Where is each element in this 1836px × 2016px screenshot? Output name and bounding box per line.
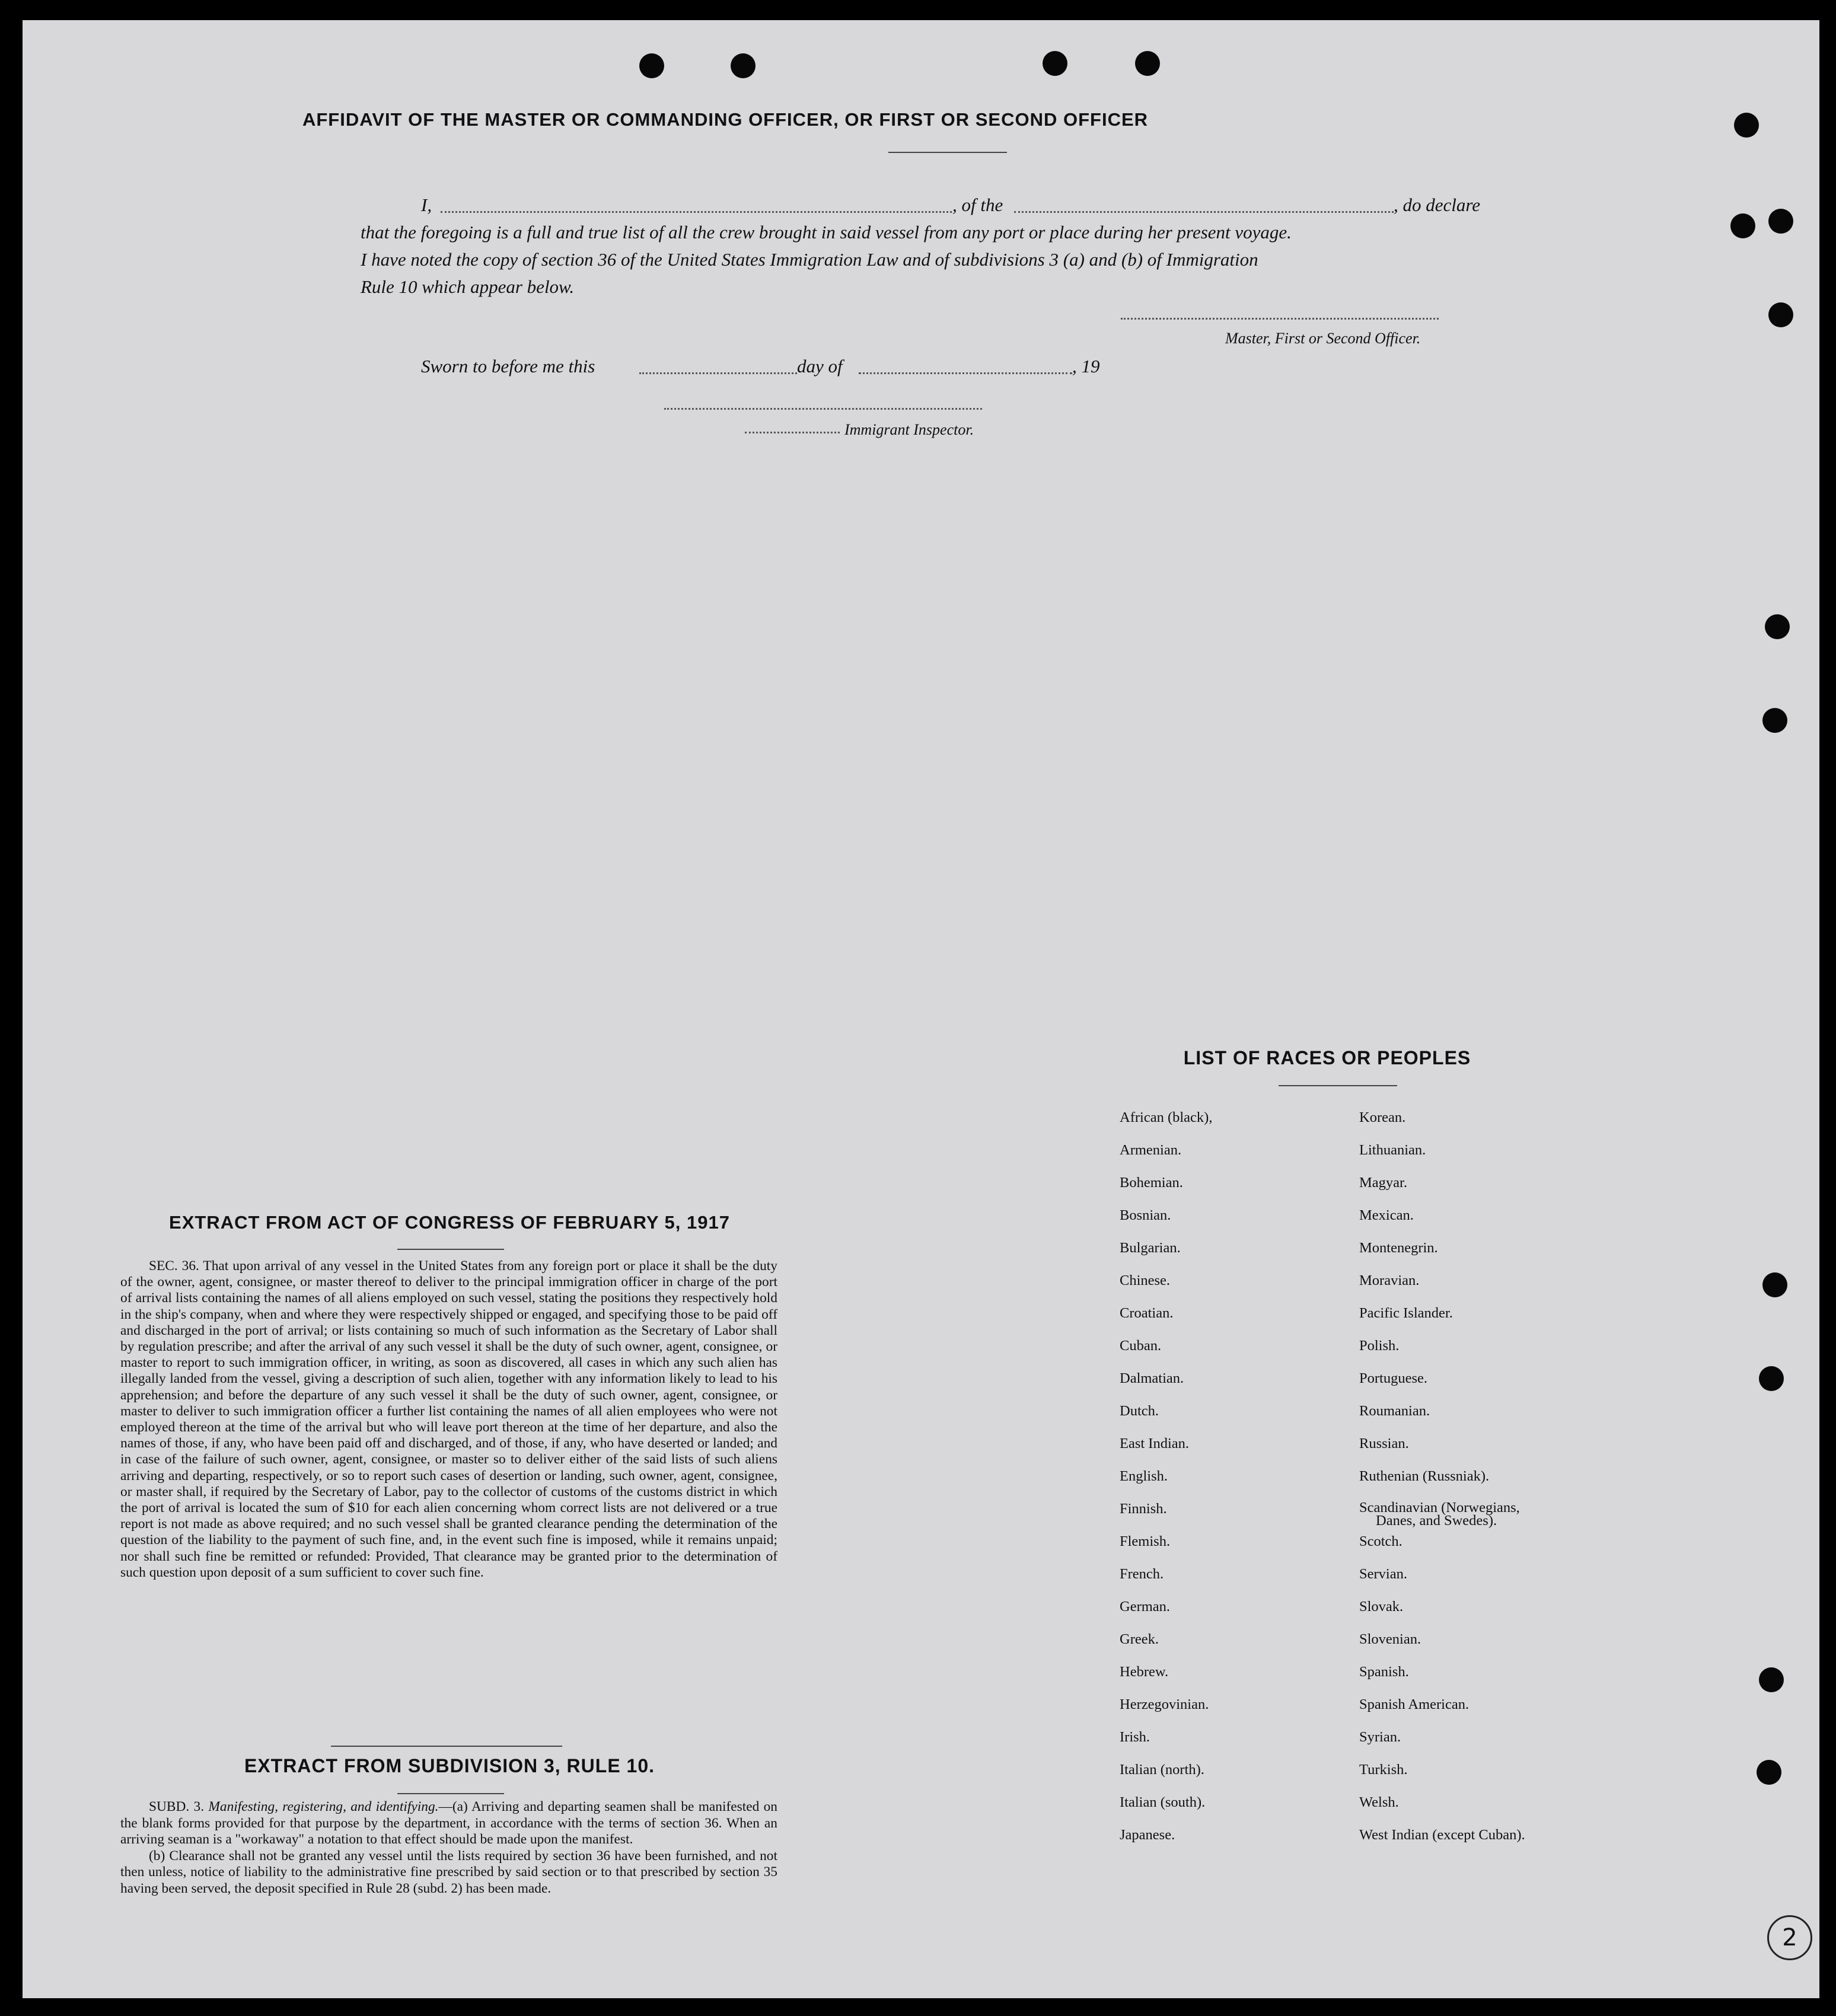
race-item: Lithuanian. [1359,1142,1426,1158]
signer-label: Master, First or Second Officer. [1225,330,1421,347]
races-title-rule [1279,1085,1397,1086]
act-body [120,1258,777,1581]
punch-hole [1768,209,1793,234]
rule-body [120,1799,777,1897]
punch-hole [731,53,756,78]
race-item: Magyar. [1359,1175,1407,1191]
race-item: Scotch. [1359,1533,1403,1549]
race-item: Slovak. [1359,1599,1404,1615]
vessel-blank[interactable] [1014,211,1394,213]
subd-heading: Manifesting, registering, and identifying. [208,1799,439,1814]
race-item: Armenian. [1120,1142,1182,1158]
race-item: French. [1120,1566,1164,1582]
race-item: West Indian (except Cuban). [1359,1827,1525,1843]
sworn-year: , 19 [1072,356,1100,377]
page-mark-text: 2 [1782,1924,1797,1951]
affidavit-declare: , do declare [1394,194,1481,215]
month-blank[interactable] [859,372,1072,374]
race-item: Bosnian. [1120,1207,1171,1223]
act-title: EXTRACT FROM ACT OF CONGRESS OF FEBRUARY 5, 1917 [169,1212,730,1233]
race-item: Roumanian. [1359,1403,1430,1419]
punch-hole [1762,708,1787,733]
punch-hole [1757,1760,1781,1785]
race-item: Korean. [1359,1109,1406,1125]
subd-para-a: —(a) Arriving and departing seamen shall be manifested on the blank forms provided for that purpose by the department, in accordance with the terms of section 36. When an arriving seaman is a "workaway" a notation to that effect should be made upon the manifest. [120,1799,777,1848]
rule-title: EXTRACT FROM SUBDIVISION 3, RULE 10. [244,1755,655,1776]
inspector-label: Immigrant Inspector. [844,421,974,438]
rule-title-rule [397,1793,504,1794]
races-left-column [1120,1110,1212,1860]
race-item: German. [1120,1599,1171,1615]
affidavit-line-2: that the foregoing is a full and true list of all the crew brought in said vessel from any port or place during her present voyage. [361,222,1292,243]
race-item: African (black), [1120,1109,1213,1125]
rule-paragraph-b: (b) Clearance shall not be granted any vessel until the lists required by section 36 have been furnished, and not then unless, notice of liability to the administrative fine prescribed by said section or to that prescribed by section 35 having been served, the deposit specified in Rule 28 (subd. 2) has been made. [120,1848,777,1896]
punch-hole [1765,614,1790,639]
race-item: Bohemian. [1120,1175,1183,1191]
race-item: Pacific Islander. [1359,1305,1453,1321]
race-item: Dutch. [1120,1403,1159,1419]
affidavit-title: AFFIDAVIT OF THE MASTER OR COMMANDING OFFICER, OR FIRST OR SECOND OFFICER [302,109,1149,130]
punch-hole [1730,213,1755,238]
race-item: Welsh. [1359,1794,1399,1810]
race-item: East Indian. [1120,1436,1190,1452]
document-page [23,20,1819,1998]
races-title: LIST OF RACES OR PEOPLES [1183,1047,1471,1068]
race-item: Croatian. [1120,1305,1174,1321]
race-item: Russian. [1359,1436,1409,1452]
races-right-column [1359,1110,1525,1860]
race-item: Syrian. [1359,1729,1401,1745]
race-item: Bulgarian. [1120,1240,1181,1256]
sworn-prefix: Sworn to before me this [421,356,595,377]
race-item: Italian (north). [1120,1762,1204,1778]
affidavit-line-3: I have noted the copy of section 36 of the United States Immigration Law and of subdivisions 3 (a) and (b) of Immigration [361,249,1258,270]
inspector-lead [745,432,840,433]
punch-hole [1768,302,1793,327]
punch-hole [1734,113,1759,138]
punch-hole [1043,51,1067,76]
race-item: Slovenian. [1359,1631,1421,1647]
race-item: Mexican. [1359,1207,1414,1223]
affidavit-line-i: I, [421,194,432,215]
name-blank[interactable] [441,211,952,213]
rule-paragraph-a [120,1799,777,1848]
race-item: Portuguese. [1359,1370,1427,1386]
race-item: Dalmatian. [1120,1370,1184,1386]
race-item: English. [1120,1468,1168,1484]
race-item: Montenegrin. [1359,1240,1438,1256]
race-item: Flemish. [1120,1533,1171,1549]
race-item: Scandinavian (Norwegians, Danes, and Swedes). [1359,1501,1525,1534]
race-item: Greek. [1120,1631,1159,1647]
race-item: Spanish American. [1359,1696,1470,1712]
race-item: Cuban. [1120,1338,1162,1354]
race-item: Herzegovinian. [1120,1696,1209,1712]
punch-hole [1759,1366,1784,1391]
punch-hole [1762,1272,1787,1297]
act-title-rule [397,1249,504,1250]
punch-hole [1135,51,1160,76]
race-item: Polish. [1359,1338,1400,1354]
signature-blank[interactable] [1121,318,1439,320]
act-paragraph: SEC. 36. That upon arrival of any vessel in the United States from any foreign port or place it shall be the duty of the owner, agent, consignee, or master thereof to deliver to the principal immigration officer in charge of the port of arrival lists containing the names of all aliens employed on such vessel, stating the positions they respectively hold in the ship's company, when and where they were respectively shipped or engaged, and specifying those to be paid off and discharged in the port of arrival; or lists containing so much of such information as the Secretary of Labor shall by regulation prescribe; and after the arrival of any such vessel it shall be the duty of such owner, agent, consignee, or master to report to such immigration officer, in writing, as soon as discovered, all cases in which any such alien has illegally landed from the vessel, giving a description of such alien, together with any information likely to lead to his apprehension; and before the departure of any such vessel it shall be the duty of such owner, agent, consignee, or master to deliver to such immigration officer a further list containing the names of all alien employees who were not employed thereon at the time of the arrival but who will leave port thereon at the time of her departure, and also the names of those, if any, who have been paid off and discharged, and of those, if any, who have deserted or landed; and in case of the failure of such owner, agent, consignee, or master so to deliver either of the said lists of such aliens arriving and departing, respectively, or so to report such cases of desertion or landing, such owner, agent, consignee, or master shall, if required by the Secretary of Labor, pay to the collector of customs of the customs district in which the port of arrival is located the sum of $10 for each alien concerning whom correct lists are not delivered or a true report is not made as above required; and no such vessel shall be granted clearance pending the determination of the question of the liability to the payment of such fine, and, in the event such fine is imposed, while it remains unpaid; nor shall such fine be remitted or refunded: Provided, That clearance may be granted prior to the determination of such question upon deposit of a sum sufficient to cover such fine. [120,1258,777,1580]
punch-hole [639,53,664,78]
inspector-blank[interactable] [664,408,982,410]
sworn-day-of: day of [797,356,843,377]
race-item: Moravian. [1359,1272,1420,1288]
title-rule [888,152,1007,153]
race-item-continuation: Danes, and Swedes). [1376,1513,1497,1529]
day-blank[interactable] [639,372,797,374]
race-item: Turkish. [1359,1762,1408,1778]
act-end-rule [331,1746,562,1747]
race-item: Chinese. [1120,1272,1171,1288]
race-item: Japanese. [1120,1827,1175,1843]
race-item: Hebrew. [1120,1664,1169,1680]
punch-hole [1759,1667,1784,1692]
race-item: Italian (south). [1120,1794,1206,1810]
page-mark [1767,1915,1812,1960]
affidavit-line-4: Rule 10 which appear below. [361,276,575,297]
race-item: Servian. [1359,1566,1407,1582]
race-item: Spanish. [1359,1664,1409,1680]
race-item: Ruthenian (Russniak). [1359,1468,1490,1484]
race-item: Finnish. [1120,1501,1167,1517]
race-item: Irish. [1120,1729,1150,1745]
affidavit-of-the: , of the [952,194,1003,215]
subd-label: SUBD. 3. [149,1799,205,1814]
